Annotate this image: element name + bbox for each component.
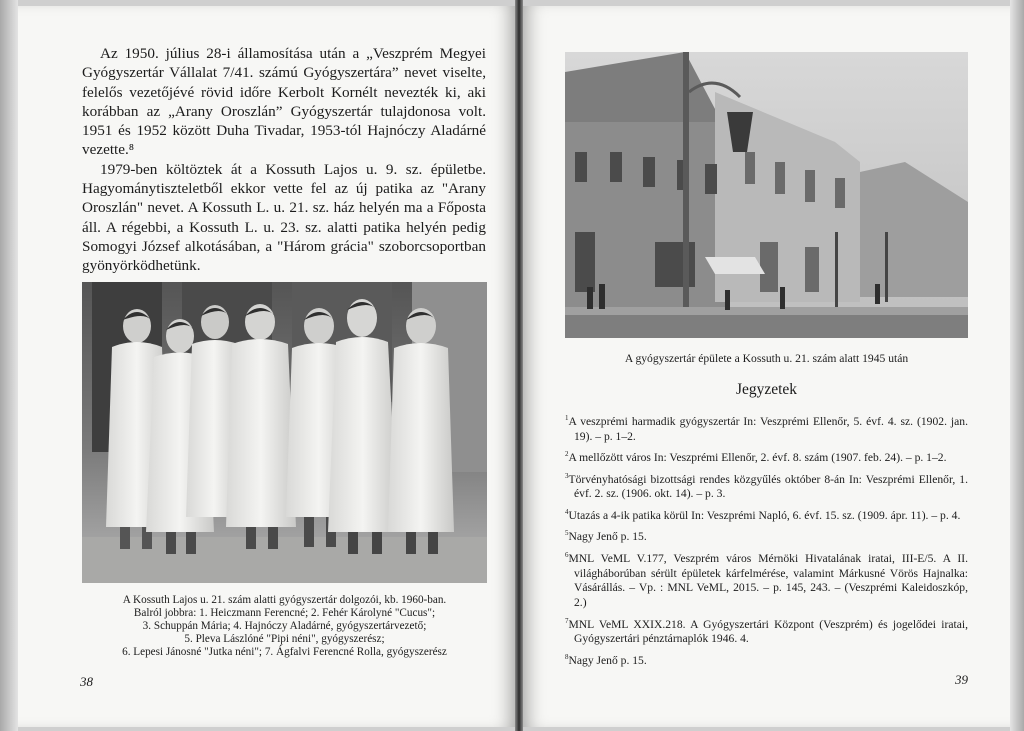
note-number: 1 <box>565 414 569 422</box>
caption-line-5: 6. Lepesi Jánosné "Jutka néni"; 7. Ágfalvi Ferencné Rolla, gyógyszerész <box>122 646 447 658</box>
note-item <box>565 447 968 466</box>
note-text: Nagy Jenő p. 15. <box>568 530 647 544</box>
note-text: MNL VeML V.177, Veszprém város Mérnöki Hivatalának iratai, III-E/5. A II. világháborúban sérült épületek kárfelmérése, valamint Márkusné Vörös Hajnalka: Vásárállás. – Vp. : MNL VeML, 2015. – p. 145, 243. – (Veszprémi Kaleidoszkóp, 2.) <box>568 551 968 610</box>
page-number-left: 38 <box>80 674 93 689</box>
notes-list <box>565 411 968 671</box>
note-number: 2 <box>565 450 569 459</box>
note-text: Törvényhatósági bizottsági rendes közgyűlés október 8-án In: Veszprémi Ellenőr, 1. évf. 2. sz. (1906. okt. 14). – p. 3. <box>568 472 968 501</box>
note-number: 3 <box>565 471 569 480</box>
note-text: A veszprémi harmadik gyógyszertár In: Veszprémi Ellenőr, 5. évf. 4. sz. (1902. jan. 19). – p. 1–2. <box>568 414 968 443</box>
note-item <box>565 548 968 611</box>
note-text: Nagy Jenő p. 15. <box>568 653 647 667</box>
note-text: MNL VeML XXIX.218. A Gyógyszertári Központ (Veszprém) és jogelődei iratai, Gyógyszertári pénztárnaplók 1946. 4. <box>568 617 968 646</box>
right-page <box>523 6 1010 727</box>
staff-group-photo <box>82 282 487 583</box>
note-item <box>565 526 968 545</box>
notes-title: Jegyzetek <box>735 381 798 398</box>
building-photo-caption: A gyógyszertár épülete a Kossuth u. 21. szám alatt 1945 után <box>624 352 909 365</box>
left-body-text <box>82 44 486 276</box>
note-item <box>565 469 968 502</box>
caption-line-2: Balról jobbra: 1. Heiczmann Ferencné; 2. Fehér Károlyné "Cucus"; <box>133 607 436 619</box>
left-page <box>18 6 515 727</box>
pharmacy-building-photo <box>565 52 968 338</box>
note-item <box>565 614 968 647</box>
note-number: 5 <box>565 529 569 538</box>
staff-photo-caption <box>82 594 487 659</box>
note-number: 8 <box>565 652 569 661</box>
caption-line-3: 3. Schuppán Mária; 4. Hajnóczy Aladárné, gyógyszertárvezető; <box>142 620 427 632</box>
book-edge-left <box>0 0 18 731</box>
book-gutter <box>515 0 523 731</box>
paragraph-1: Az 1950. július 28-i államosítása után a „Veszprém Megyei Gyógyszertár Vállalat 7/41. számú Gyógyszertára” nevet viselte, felelős vezetőjévé rövid időre Kerbolt Kornélt nevezték ki, aki korábban az „Arany Oroszlán” Gyógyszertár tulajdonosa volt. 1951 és 1952 között Duha Tivadar, 1953-tól Hajnóczy Aladárné vezette.⁸ <box>82 45 486 159</box>
note-number: 6 <box>565 550 569 559</box>
book-edge-right <box>1010 0 1024 731</box>
note-item <box>565 411 968 444</box>
street-photo-image <box>565 52 968 338</box>
note-text: A mellőzött város In: Veszprémi Ellenőr, 2. évf. 8. szám (1907. feb. 24). – p. 1–2. <box>568 451 947 465</box>
caption-line-1: A Kossuth Lajos u. 21. szám alatti gyógyszertár dolgozói, kb. 1960-ban. <box>122 594 447 606</box>
caption-line-4: 5. Pleva Lászlóné "Pipi néni", gyógyszerész; <box>184 633 385 645</box>
note-item <box>565 650 968 669</box>
page-number-right: 39 <box>955 672 968 687</box>
staff-photo-image <box>82 282 487 583</box>
note-number: 4 <box>565 507 569 516</box>
paragraph-2: 1979-ben költöztek át a Kossuth Lajos u. 9. sz. épületbe. Hagyománytiszteletből ekkor vette fel az új patika az "Arany Oroszlán" nevet. A Kossuth L. u. 21. sz. ház helyén ma a Főposta áll. A régebbi, a Kossuth L. u. 23. sz. alatti patika helyén pedig Somogyi József alkotásában, a "Három grácia" szoborcsoportban gyönyörködhetünk. <box>82 160 486 275</box>
note-number: 7 <box>565 616 569 625</box>
note-text: Utazás a 4-ik patika körül In: Veszprémi Napló, 6. évf. 15. sz. (1909. ápr. 11). – p. 4. <box>568 508 961 522</box>
note-item <box>565 505 968 524</box>
